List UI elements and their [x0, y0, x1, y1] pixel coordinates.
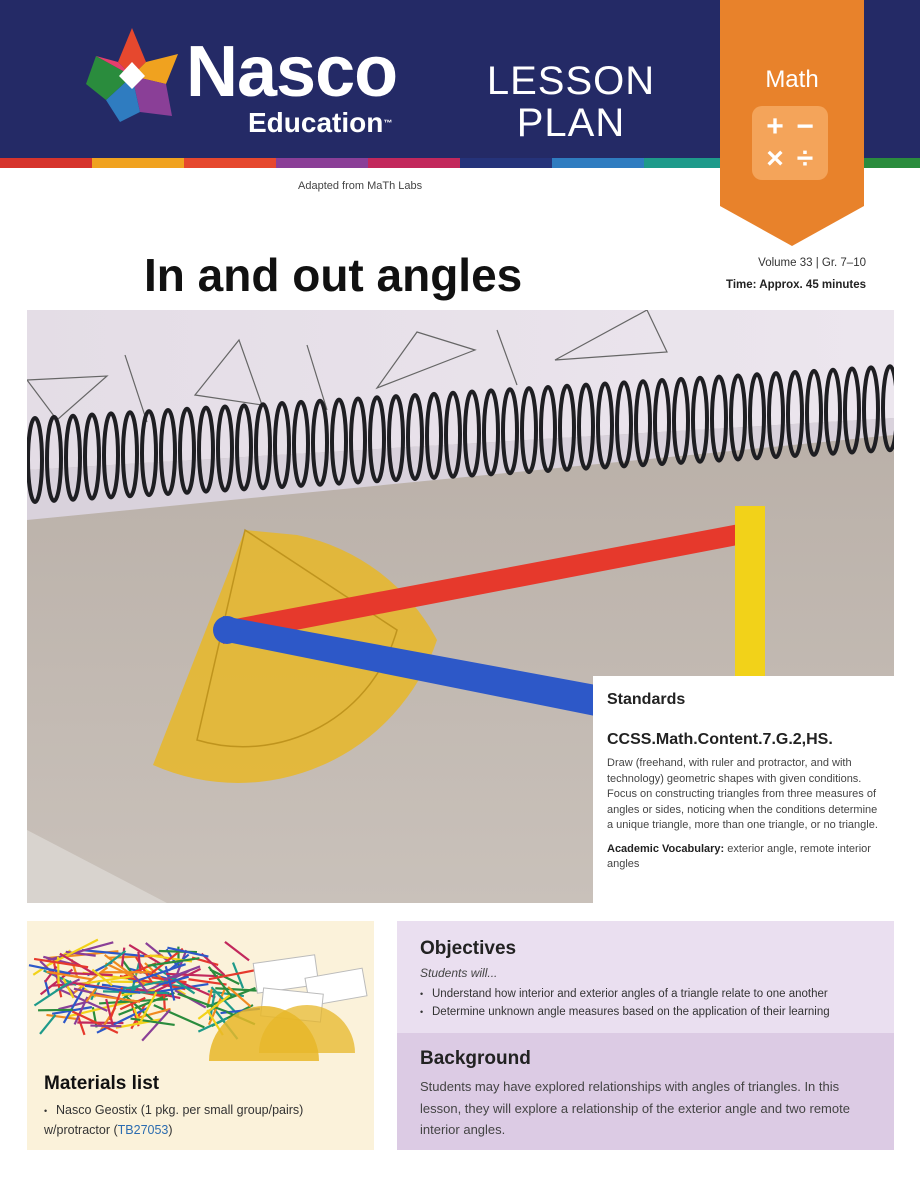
- standards-code: CCSS.Math.Content.7.G.2,HS.: [607, 731, 833, 748]
- background-heading: Background: [420, 1048, 531, 1069]
- background-panel: [397, 1033, 894, 1150]
- stripe-segment: [0, 158, 92, 168]
- subject-label: Math: [765, 66, 819, 93]
- background-text: Students may have explored relationships with angles of triangles. In this lesson, they will explore a relationship of the exterior angle and two remote interior angles.: [420, 1079, 850, 1137]
- brand-subtitle: Education™: [248, 107, 393, 138]
- materials-panel: [27, 921, 374, 1150]
- standards-heading: Standards: [607, 691, 686, 708]
- objectives-heading: Objectives: [420, 938, 517, 959]
- stripe-segment: [92, 158, 184, 168]
- geostix-stick: [225, 942, 249, 960]
- time-estimate: Time: Approx. 45 minutes: [726, 279, 866, 291]
- academic-vocabulary: Academic Vocabulary: exterior angle, remote interior angles: [607, 842, 871, 870]
- times-icon: ×: [766, 142, 784, 175]
- math-operators-icon: [752, 106, 828, 180]
- list-item: • Understand how interior and exterior angles of a triangle relate to one another: [420, 985, 894, 1003]
- plus-icon: +: [766, 110, 784, 143]
- stripe-segment: [552, 158, 644, 168]
- geostix-stick: [40, 1015, 55, 1034]
- geostix-stick: [90, 1026, 121, 1027]
- stripe-segment: [460, 158, 552, 168]
- materials-heading: Materials list: [44, 1073, 160, 1094]
- objectives-intro: Students will...: [420, 966, 498, 980]
- page-title: In and out angles: [144, 249, 523, 301]
- nasco-star-logo-icon: [84, 26, 180, 126]
- geostix-stick: [122, 948, 125, 968]
- geostix-product-image: [27, 921, 374, 1071]
- list-item: • Determine unknown angle measures based on the application of their learning: [420, 1003, 894, 1021]
- standards-panel: [593, 676, 894, 903]
- product-code-link[interactable]: TB27053: [117, 1123, 169, 1137]
- geostix-stick: [164, 992, 165, 1009]
- lesson-plan-label: LESSON PLAN: [486, 59, 656, 145]
- brand-name: Nasco: [186, 32, 398, 112]
- adapted-from-note: Adapted from MaTh Labs: [298, 180, 423, 192]
- materials-item: • Nasco Geostix (1 pkg. per small group/pairs) w/protractor (TB27053): [44, 1103, 304, 1137]
- geostix-stick: [146, 943, 170, 963]
- objectives-panel: [397, 921, 894, 1033]
- stripe-segment: [276, 158, 368, 168]
- divide-icon: ÷: [796, 142, 814, 175]
- standards-description: Draw (freehand, with ruler and protractor, and with technology) geometric shapes with given conditions. Focus on constructing triangles from three measures of angles or sides, noticing when the conditions determine a unique triangle, more than one triangle, or no triangle.: [607, 757, 878, 831]
- volume-grade: Volume 33 | Gr. 7–10: [758, 257, 866, 269]
- stripe-segment: [184, 158, 276, 168]
- objectives-list: [420, 985, 894, 1021]
- minus-icon: −: [796, 110, 814, 143]
- stripe-segment: [368, 158, 460, 168]
